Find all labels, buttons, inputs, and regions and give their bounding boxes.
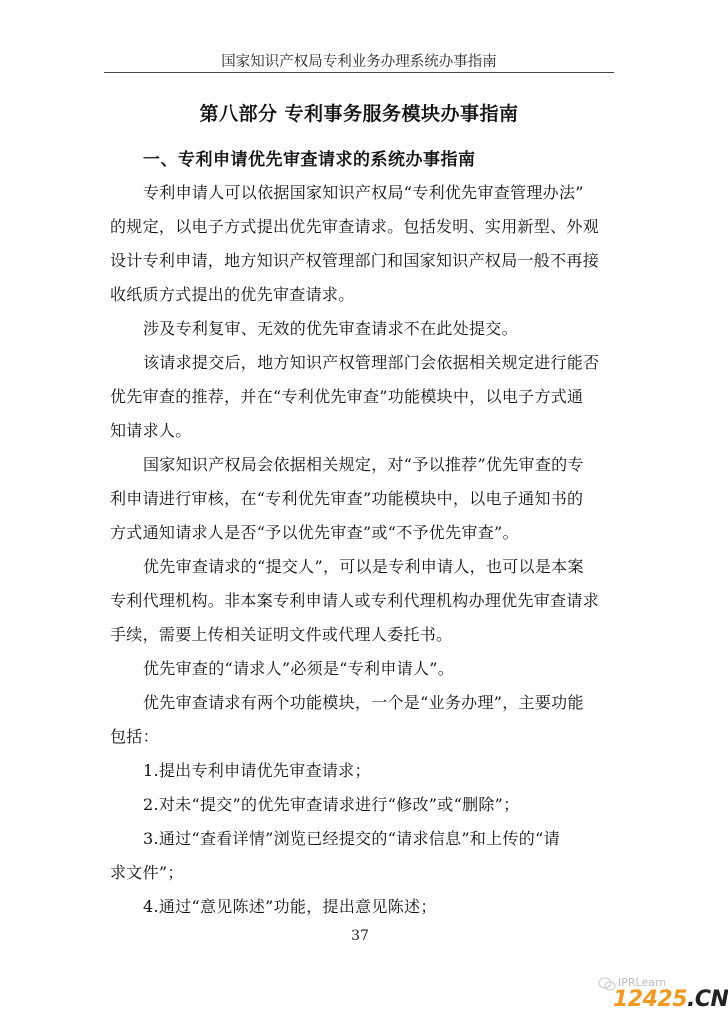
- page-number: 37: [351, 928, 369, 944]
- subsection-title: 一、专利申请优先审查请求的系统办事指南: [143, 150, 476, 170]
- body-line: 的规定，以电子方式提出优先审查请求。包括发明、实用新型、外观: [110, 217, 600, 236]
- body-line: 专利申请人可以依据国家知识产权局“专利优先审查管理办法”: [143, 183, 584, 202]
- body-line: 国家知识产权局会依据相关规定，对“予以推荐”优先审查的专: [143, 455, 584, 474]
- list-item-continuation: 求文件”；: [110, 863, 184, 882]
- body-line: 知请求人。: [110, 421, 192, 440]
- site-logo-number: 12425: [613, 987, 688, 1012]
- list-item: 2.对未“提交”的优先审查请求进行“修改”或“删除”；: [143, 795, 520, 814]
- body-line: 优先审查请求有两个功能模块，一个是“业务办理”，主要功能: [143, 693, 584, 712]
- watermark-text: IPRLearn: [618, 976, 667, 989]
- body-line: 包括：: [110, 727, 159, 746]
- section-title: 第八部分 专利事务服务模块办事指南: [199, 103, 519, 125]
- body-line: 优先审查的推荐，并在“专利优先审查”功能模块中，以电子方式通: [110, 387, 584, 406]
- list-item: 4.通过“意见陈述”功能，提出意见陈述；: [143, 897, 437, 916]
- body-line: 利申请进行审核，在“专利优先审查”功能模块中，以电子通知书的: [110, 489, 584, 508]
- site-logo[interactable]: [613, 987, 728, 1012]
- body-line: 设计专利申请，地方知识产权管理部门和国家知识产权局一般不再接: [110, 251, 600, 270]
- body-line: 优先审查的“请求人”必须是“专利申请人”。: [143, 659, 455, 678]
- page-header: 国家知识产权局专利业务办理系统办事指南: [221, 54, 497, 70]
- body-line: 手续，需要上传相关证明文件或代理人委托书。: [110, 625, 453, 644]
- site-logo-tld: .CN: [687, 987, 728, 1012]
- body-line: 优先审查请求的“提交人”，可以是专利申请人，也可以是本案: [143, 557, 584, 576]
- body-line: 收纸质方式提出的优先审查请求。: [110, 285, 355, 304]
- body-line: 专利代理机构。非本案专利申请人或专利代理机构办理优先审查请求: [110, 591, 600, 610]
- body-line: 该请求提交后，地方知识产权管理部门会依据相关规定进行能否: [143, 353, 600, 372]
- list-item: 1.提出专利申请优先审查请求；: [143, 761, 371, 780]
- body-line: 方式通知请求人是否“予以优先审查”或“不予优先审查”。: [110, 523, 519, 542]
- list-item: 3.通过“查看详情”浏览已经提交的“请求信息”和上传的“请: [143, 829, 560, 848]
- body-line: 涉及专利复审、无效的优先审查请求不在此处提交。: [143, 319, 518, 338]
- header-divider: [104, 72, 614, 73]
